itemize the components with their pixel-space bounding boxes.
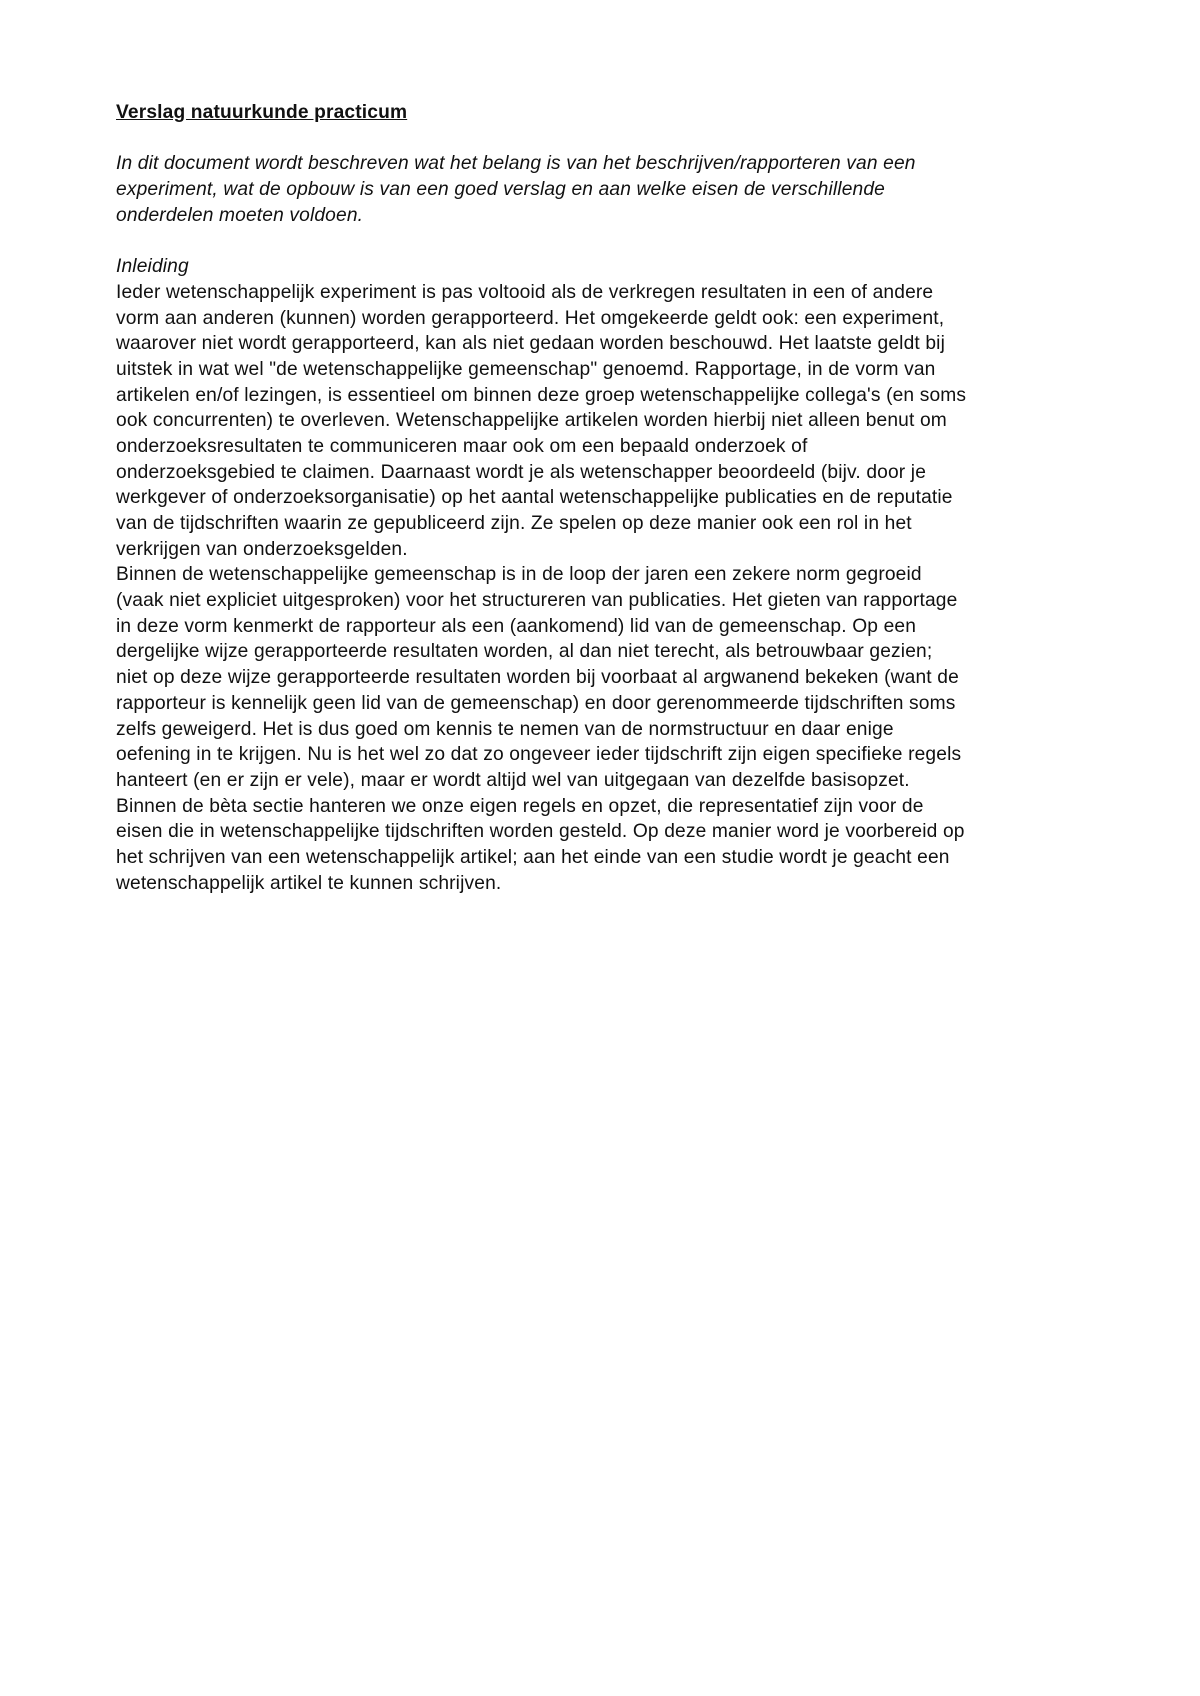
intro-line: experiment, wat de opbouw is van een goed verslag en aan welke eisen de verschillende <box>116 179 885 201</box>
spacer <box>116 228 1116 254</box>
body-line: van de tijdschriften waarin ze gepubliceerd zijn. Ze spelen op deze manier ook een rol in het <box>116 513 912 534</box>
body-line: zelfs geweigerd. Het is dus goed om kennis te nemen van de normstructuur en daar enige <box>116 718 894 740</box>
document-page <box>116 100 1116 896</box>
body-line: rapporteur is kennelijk geen lid van de gemeenschap) en door gerenommeerde tijdschriften soms <box>116 692 956 714</box>
body-line: werkgever of onderzoeksorganisatie) op het aantal wetenschappelijke publicaties en de reputatie <box>116 487 953 509</box>
body-line: het schrijven van een wetenschappelijk artikel; aan het einde van een studie wordt je geacht een <box>116 846 950 868</box>
body-line: onderzoeksresultaten te communiceren maar ook om een bepaald onderzoek of <box>116 435 808 457</box>
body-line: wetenschappelijk artikel te kunnen schrijven. <box>116 872 502 894</box>
paragraph-2 <box>116 562 1116 896</box>
intro-line: In dit document wordt beschreven wat het belang is van het beschrijven/rapporteren van een <box>116 153 916 175</box>
body-line: hanteert (en er zijn er vele), maar er wordt altijd wel van uitgegaan van dezelfde basisopzet. <box>116 769 910 791</box>
body-line: onderzoeksgebied te claimen. Daarnaast wordt je als wetenschapper beoordeeld (bijv. door je <box>116 461 927 483</box>
body-line: waarover niet wordt gerapporteerd, kan als niet gedaan worden beschouwd. Het laatste geldt bij <box>116 333 945 355</box>
spacer <box>116 126 1116 152</box>
body-line: Binnen de bèta sectie hanteren we onze eigen regels en opzet, die representatief zijn voor de <box>116 795 924 817</box>
body-line: uitstek in wat wel "de wetenschappelijke gemeenschap" genoemd. Rapportage, in de vorm van <box>116 358 936 380</box>
body-line: eisen die in wetenschappelijke tijdschriften worden gesteld. Op deze manier word je voorbereid op <box>116 821 965 843</box>
body-line: Ieder wetenschappelijk experiment is pas voltooid als de verkregen resultaten in een of andere <box>116 281 934 303</box>
body-line: vorm aan anderen (kunnen) worden gerapporteerd. Het omgekeerde geldt ook: een experiment, <box>116 307 945 329</box>
section-heading: Inleiding <box>116 256 189 278</box>
body-line: ook concurrenten) te overleven. Wetenschappelijke artikelen worden hierbij niet alleen benut om <box>116 410 947 432</box>
body-line: in deze vorm kenmerkt de rapporteur als een (aankomend) lid van de gemeenschap. Op een <box>116 615 917 637</box>
paragraph-1 <box>116 280 1116 563</box>
document-title: Verslag natuurkunde practicum <box>116 102 408 123</box>
body-line: oefening in te krijgen. Nu is het wel zo dat zo ongeveer ieder tijdschrift zijn eigen specifieke regels <box>116 744 962 766</box>
intro-line: onderdelen moeten voldoen. <box>116 204 364 226</box>
body-line: niet op deze wijze gerapporteerde resultaten worden bij voorbaat al argwanend bekeken (want de <box>116 667 959 689</box>
body-line: dergelijke wijze gerapporteerde resultaten worden, al dan niet terecht, als betrouwbaar gezien; <box>116 641 933 663</box>
body-line: (vaak niet expliciet uitgesproken) voor het structureren van publicaties. Het gieten van rapportage <box>116 590 958 612</box>
body-line: verkrijgen van onderzoeksgelden. <box>116 538 408 560</box>
body-line: artikelen en/of lezingen, is essentieel om binnen deze groep wetenschappelijke collega's (en soms <box>116 384 967 406</box>
intro-paragraph <box>116 151 1116 228</box>
body-line: Binnen de wetenschappelijke gemeenschap is in de loop der jaren een zekere norm gegroeid <box>116 564 922 586</box>
